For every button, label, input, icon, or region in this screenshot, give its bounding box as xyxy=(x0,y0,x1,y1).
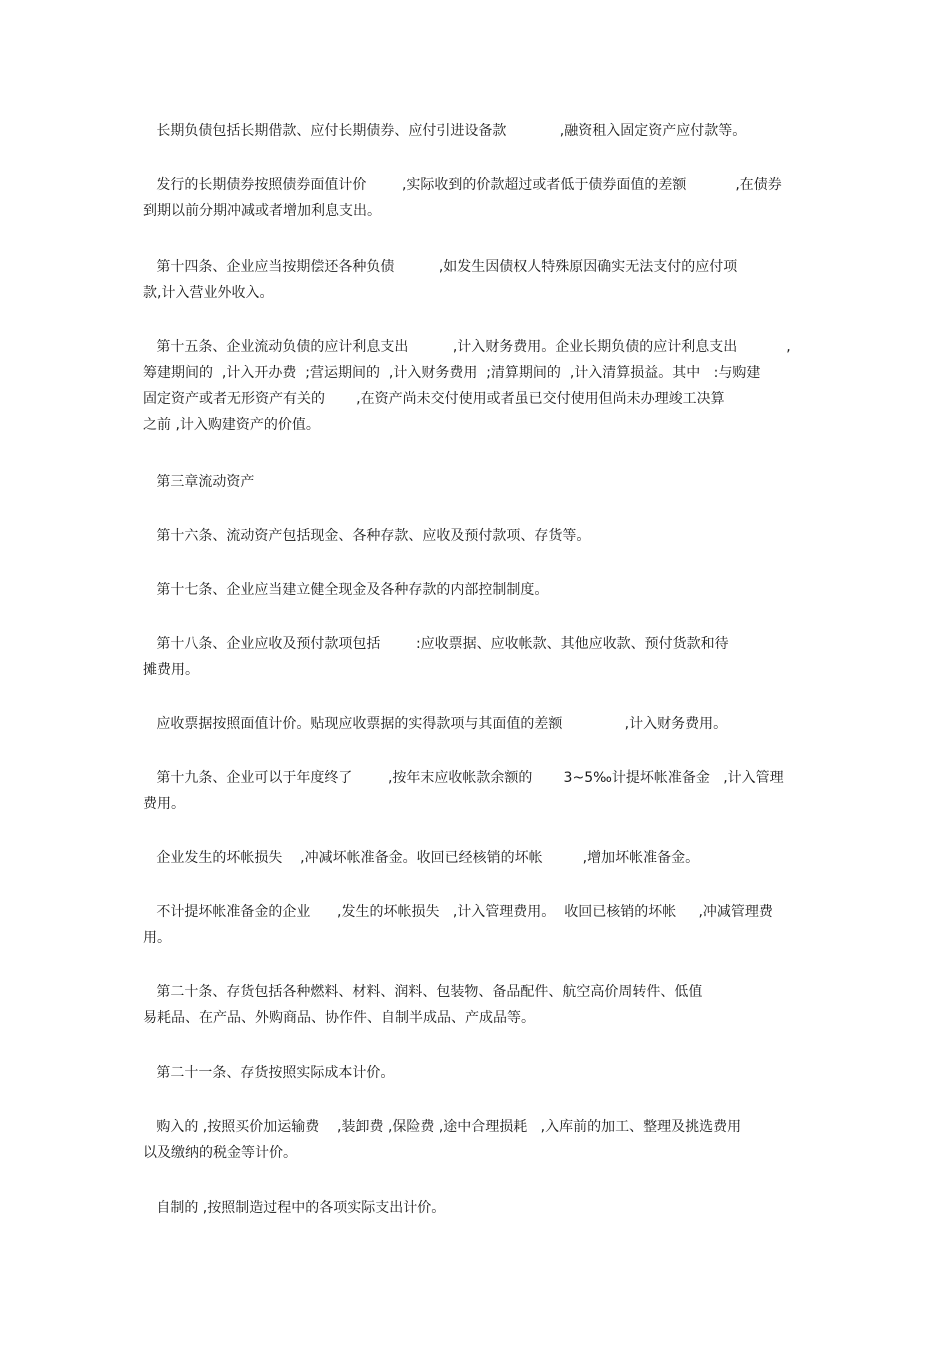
text-line: 易耗品、在产品、外购商品、协作件、自制半成品、产成品等。 xyxy=(143,1010,535,1026)
text-line: 以及缴纳的税金等计价。 xyxy=(143,1145,297,1161)
paragraph-article-17 xyxy=(143,577,813,603)
text-line: 自制的 ,按照制造过程中的各项实际支出计价。 xyxy=(143,1200,446,1216)
paragraph-article-15 xyxy=(143,334,813,438)
text-line: 购入的 ,按照买价加运输费 ,装卸费 ,保险费 ,途中合理损耗 ,入库前的加工、整理及挑选费用 xyxy=(143,1119,742,1135)
text-line: 第十七条、企业应当建立健全现金及各种存款的内部控制制度。 xyxy=(143,582,549,598)
paragraph-article-18 xyxy=(143,631,813,683)
text-line: 企业发生的坏帐损失 ,冲减坏帐准备金。收回已经核销的坏帐 ,增加坏帐准备金。 xyxy=(143,850,700,866)
paragraph-bad-debt-loss xyxy=(143,845,813,871)
chapter-heading-current-assets xyxy=(143,469,813,495)
text-line: 第十九条、企业可以于年度终了 ,按年末应收帐款余额的 3~5‰计提坏帐准备金 ,计入管理 xyxy=(143,770,784,786)
text-line: 第十五条、企业流动负债的应计利息支出 ,计入财务费用。企业长期负债的应计利息支出 , xyxy=(143,339,791,355)
text-line: 之前 ,计入购建资产的价值。 xyxy=(143,417,320,433)
paragraph-notes-receivable xyxy=(143,711,813,737)
text-line: 发行的长期债券按照债券面值计价 ,实际收到的价款超过或者低于债券面值的差额 ,在债券 xyxy=(143,177,782,193)
text-line: 不计提坏帐准备金的企业 ,发生的坏帐损失 ,计入管理费用。 收回已核销的坏帐 ,冲减管理费 xyxy=(143,904,773,920)
text-line: 第二十条、存货包括各种燃料、材料、润料、包装物、备品配件、航空高价周转件、低值 xyxy=(143,984,703,1000)
paragraph-long-term-liabilities xyxy=(143,118,813,144)
paragraph-article-19 xyxy=(143,765,813,817)
paragraph-purchased-inventory xyxy=(143,1114,813,1166)
paragraph-self-made-inventory xyxy=(143,1195,813,1221)
text-line: 固定资产或者无形资产有关的 ,在资产尚未交付使用或者虽已交付使用但尚未办理竣工决算 xyxy=(143,391,725,407)
text-line: 第二十一条、存货按照实际成本计价。 xyxy=(143,1065,395,1081)
text-line: 摊费用。 xyxy=(143,662,199,678)
text-line: 款,计入营业外收入。 xyxy=(143,285,274,301)
text-line: 筹建期间的 ,计入开办费 ;营运期间的 ,计入财务费用 ;清算期间的 ,计入清算损益。其中 :与购建 xyxy=(143,365,761,381)
text-line: 第十四条、企业应当按期偿还各种负债 ,如发生因债权人特殊原因确实无法支付的应付项 xyxy=(143,259,738,275)
paragraph-article-21 xyxy=(143,1060,813,1086)
text-line: 长期负债包括长期借款、应付长期债券、应付引进设备款 ,融资租入固定资产应付款等。 xyxy=(143,123,747,139)
text-line: 第十八条、企业应收及预付款项包括 :应收票据、应收帐款、其他应收款、预付货款和待 xyxy=(143,636,729,652)
text-line: 第十六条、流动资产包括现金、各种存款、应收及预付款项、存货等。 xyxy=(143,528,591,544)
text-line: 费用。 xyxy=(143,796,185,812)
paragraph-article-20 xyxy=(143,979,813,1031)
text-line: 用。 xyxy=(143,930,171,946)
paragraph-bond-issuance xyxy=(143,172,813,224)
text-line: 第三章流动资产 xyxy=(143,474,255,490)
text-line: 到期以前分期冲减或者增加利息支出。 xyxy=(143,203,381,219)
paragraph-article-16 xyxy=(143,523,813,549)
paragraph-article-14 xyxy=(143,254,813,306)
text-line: 应收票据按照面值计价。贴现应收票据的实得款项与其面值的差额 ,计入财务费用。 xyxy=(143,716,728,732)
paragraph-no-bad-debt-reserve xyxy=(143,899,813,951)
